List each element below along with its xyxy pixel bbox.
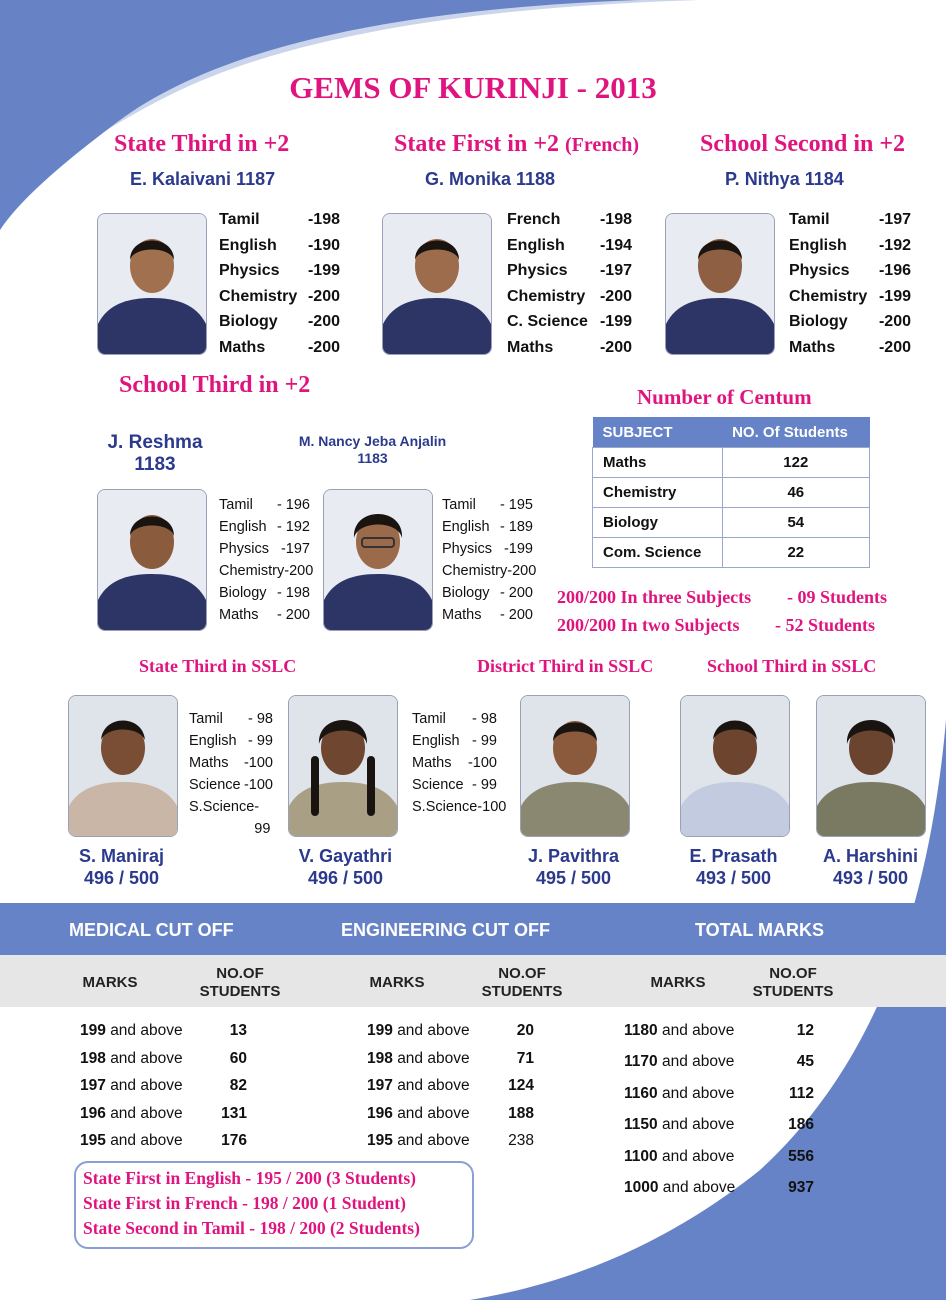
stat-value: - 09 Students — [787, 587, 888, 607]
subject-mark: -100 — [467, 755, 497, 771]
stat-line: 200/200 In two Subjects — [557, 615, 740, 635]
sslc-student: A. Harshini 493 / 500 — [822, 846, 919, 888]
student-count: 82 — [229, 1077, 247, 1094]
threshold-value: 1170 — [624, 1053, 658, 1071]
mark-row — [507, 233, 632, 259]
col-marks: MARKS — [650, 974, 706, 991]
subject-mark: - 200 — [276, 607, 310, 623]
subject-label: Chemistry — [442, 563, 508, 579]
sslc-student: S. Maniraj 496 / 500 — [78, 846, 165, 888]
student-name: G. Monika 1188 — [425, 169, 556, 189]
cell: 22 — [722, 538, 869, 568]
mark-row — [507, 284, 632, 310]
centum-heading: Number of Centum — [637, 385, 812, 409]
student-count: 13 — [229, 1022, 247, 1039]
mark-row — [412, 774, 497, 796]
achievement-line: State First in English - 195 / 200 (3 Students) — [83, 1168, 417, 1188]
mark-row — [507, 207, 632, 233]
subject-label: Maths — [412, 755, 452, 771]
col-students: NO.OF STUDENTS — [481, 965, 563, 1000]
subject-label: Physics — [442, 541, 492, 557]
subject-mark: - 196 — [276, 497, 310, 513]
student-count: 131 — [221, 1104, 247, 1122]
threshold-value: 1150 — [624, 1116, 658, 1134]
student-count: 188 — [508, 1104, 534, 1122]
mark-row — [442, 494, 533, 516]
subject-label: S.Science — [189, 799, 255, 815]
and-above-label: and above — [397, 1049, 470, 1067]
threshold-value: 1000 — [624, 1179, 659, 1196]
marks-list — [412, 708, 507, 818]
cutoff-threshold — [367, 1077, 470, 1095]
subject-mark: -197 — [599, 262, 632, 280]
student-photo — [68, 695, 178, 837]
subject-label: Chemistry — [219, 563, 285, 579]
subject-mark: - 98 — [248, 711, 273, 727]
student-photo — [680, 695, 790, 837]
cutoff-threshold — [80, 1132, 183, 1150]
student-count: 71 — [516, 1049, 534, 1067]
subject-mark: - 192 — [276, 519, 310, 535]
subject-label: Tamil — [189, 711, 223, 727]
subject-label: Maths — [442, 607, 482, 623]
sslc-student: J. Pavithra 495 / 500 — [527, 846, 620, 888]
subject-label: English — [219, 236, 277, 254]
section-heading-school-second: School Second in +2 — [700, 131, 906, 157]
cell: 122 — [722, 448, 869, 478]
marks-list — [219, 207, 340, 361]
student-count: 60 — [229, 1049, 247, 1067]
subject-label: Science — [412, 777, 464, 793]
subject-label: English — [442, 519, 490, 535]
mark-row — [219, 516, 310, 538]
subject-mark: -197 — [280, 541, 310, 557]
subject-label: English — [219, 519, 267, 535]
cutoff-threshold — [624, 1085, 734, 1103]
subject-mark: -200 — [878, 338, 911, 356]
student-count: 45 — [796, 1053, 814, 1071]
mark-row — [507, 335, 632, 361]
student-photo — [382, 213, 492, 355]
subject-mark: -200 — [307, 287, 340, 305]
mark-row — [442, 604, 533, 626]
mark-row — [789, 233, 911, 259]
subject-label: Chemistry — [507, 287, 586, 305]
subject-label: Tamil — [442, 497, 476, 513]
subject-mark: -200 — [507, 563, 537, 579]
subject-label: Physics — [507, 262, 568, 280]
sslc-heading-school-third: School Third in SSLC — [707, 656, 877, 676]
student-photo — [97, 213, 207, 355]
subject-label: English — [507, 236, 565, 254]
mark-row — [789, 207, 911, 233]
and-above-label: and above — [110, 1132, 183, 1149]
mark-row — [789, 258, 911, 284]
student-name: E. Kalaivani 1187 — [130, 169, 276, 189]
subject-mark: -190 — [307, 236, 340, 254]
col-subject: SUBJECT — [593, 417, 723, 448]
subject-mark: -199 — [599, 313, 632, 331]
threshold-value: 196 — [367, 1104, 393, 1122]
col-marks: MARKS — [369, 974, 425, 991]
table-header-row — [593, 417, 870, 448]
student-count: 124 — [508, 1077, 534, 1094]
page-title: GEMS OF KURINJI - 2013 — [289, 70, 657, 105]
cutoff-threshold — [80, 1050, 183, 1068]
mark-row — [189, 752, 273, 774]
student-photo — [97, 489, 207, 631]
mark-row — [507, 258, 632, 284]
subject-label: Science — [189, 777, 241, 793]
subject-mark: -198 — [307, 211, 340, 228]
subject-label: Chemistry — [219, 287, 298, 305]
subject-mark: -200 — [878, 313, 911, 331]
sslc-heading-state-third: State Third in SSLC — [139, 656, 297, 676]
cell: Biology — [593, 508, 723, 538]
mark-row — [219, 560, 314, 582]
total-marks-header: TOTAL MARKS — [695, 920, 824, 940]
threshold-value: 197 — [367, 1077, 393, 1094]
stat-line: 200/200 In three Subjects — [557, 587, 752, 607]
col-marks: MARKS — [82, 974, 138, 991]
subject-mark: - 99 — [254, 799, 271, 837]
cell: Chemistry — [593, 478, 723, 508]
threshold-value: 1160 — [624, 1084, 658, 1102]
threshold-value: 196 — [80, 1104, 106, 1122]
and-above-label: and above — [110, 1022, 183, 1039]
mark-row — [189, 708, 273, 730]
mark-row — [189, 730, 273, 752]
student-count: 556 — [788, 1147, 814, 1165]
and-above-label: and above — [397, 1022, 470, 1039]
subject-mark: - 189 — [499, 519, 533, 535]
and-above-label: and above — [662, 1179, 736, 1196]
student-count: 176 — [221, 1132, 247, 1149]
marks-list — [789, 207, 911, 361]
mark-row — [412, 708, 497, 730]
section-heading-state-first: State First in +2 (French) — [394, 131, 640, 157]
and-above-label: and above — [397, 1104, 470, 1122]
subject-mark: -100 — [243, 777, 273, 793]
mark-row — [189, 774, 273, 796]
cutoff-threshold — [624, 1148, 734, 1166]
student-photo — [816, 695, 926, 837]
and-above-label: and above — [397, 1132, 470, 1149]
student-photo — [288, 695, 398, 837]
subject-label: Tamil — [219, 497, 253, 513]
and-above-label: and above — [110, 1077, 183, 1094]
subject-mark: -200 — [599, 338, 632, 356]
subject-mark: -196 — [878, 262, 911, 280]
stat-value: - 52 Students — [775, 615, 876, 635]
threshold-value: 198 — [367, 1049, 393, 1067]
student-count: 112 — [788, 1084, 814, 1102]
threshold-value: 1180 — [624, 1022, 658, 1039]
threshold-value: 1100 — [624, 1147, 658, 1165]
threshold-value: 197 — [80, 1077, 106, 1094]
student-photo — [323, 489, 433, 631]
mark-row — [219, 258, 340, 284]
subject-mark: -197 — [878, 211, 911, 228]
mark-row — [219, 207, 340, 233]
engineering-cutoff-header: ENGINEERING CUT OFF — [341, 920, 551, 940]
subject-mark: - 98 — [472, 711, 497, 727]
subject-label: Biology — [219, 585, 267, 601]
cutoff-threshold — [624, 1116, 734, 1134]
cutoff-threshold — [367, 1050, 470, 1068]
subject-label: Biology — [219, 313, 278, 331]
mark-row — [442, 560, 537, 582]
and-above-label: and above — [110, 1049, 183, 1067]
marks-list — [189, 708, 273, 837]
student-count: 238 — [508, 1132, 534, 1149]
cutoff-threshold — [624, 1053, 734, 1071]
cutoff-threshold — [80, 1105, 183, 1123]
sslc-student: V. Gayathri 496 / 500 — [298, 846, 393, 888]
sslc-heading-district-third: District Third in SSLC — [477, 656, 654, 676]
mark-row — [219, 284, 340, 310]
subject-label: C. Science — [507, 313, 588, 331]
subject-mark: - 99 — [472, 777, 497, 793]
cell: 54 — [722, 508, 869, 538]
cutoff-threshold — [80, 1077, 183, 1095]
subject-mark: - 99 — [472, 733, 497, 749]
sslc-student: E. Prasath 493 / 500 — [689, 846, 778, 888]
subject-mark: -200 — [307, 338, 340, 356]
mark-row — [789, 284, 911, 310]
table-row — [593, 478, 870, 508]
threshold-value: 198 — [80, 1049, 106, 1067]
mark-row — [789, 309, 911, 335]
student-name: P. Nithya 1184 — [725, 169, 844, 189]
and-above-label: and above — [661, 1022, 735, 1039]
subject-label: French — [507, 211, 561, 228]
subject-label: Maths — [189, 755, 229, 771]
table-row — [593, 538, 870, 568]
student-count: 937 — [788, 1179, 814, 1196]
student-photo — [520, 695, 630, 837]
and-above-label: and above — [661, 1084, 735, 1102]
table-row — [593, 448, 870, 478]
student-count: 186 — [788, 1116, 814, 1134]
subject-mark: -200 — [599, 287, 632, 305]
mark-row — [219, 604, 310, 626]
subject-label: English — [412, 733, 460, 749]
section-heading-state-third: State Third in +2 — [114, 131, 290, 157]
mark-row — [219, 335, 340, 361]
subject-label: Tamil — [412, 711, 446, 727]
marks-list — [219, 494, 314, 626]
threshold-value: 195 — [80, 1132, 106, 1149]
subject-mark: -194 — [599, 236, 632, 254]
col-students: NO. Of Students — [722, 417, 869, 448]
subject-mark: - 195 — [499, 497, 533, 513]
student-name-reshma: J. Reshma 1183 — [107, 432, 203, 475]
subject-mark: - 198 — [276, 585, 310, 601]
threshold-value: 199 — [80, 1022, 106, 1039]
mark-row — [442, 582, 533, 604]
subject-mark: - 99 — [248, 733, 273, 749]
subject-label: Biology — [442, 585, 490, 601]
cell: Maths — [593, 448, 723, 478]
and-above-label: and above — [661, 1053, 735, 1071]
mark-row — [219, 494, 310, 516]
subject-label: S.Science — [412, 799, 478, 815]
subject-mark: -198 — [599, 211, 632, 228]
marks-list — [442, 494, 537, 626]
mark-row — [442, 516, 533, 538]
achievement-line: State Second in Tamil - 198 / 200 (2 Students) — [83, 1218, 420, 1238]
and-above-label: and above — [661, 1116, 735, 1134]
mark-row — [219, 233, 340, 259]
subject-mark: -199 — [878, 287, 911, 305]
subject-label: Maths — [219, 607, 259, 623]
student-name-nancy: M. Nancy Jeba Anjalin 1183 — [298, 433, 447, 466]
threshold-value: 199 — [367, 1022, 393, 1039]
mark-row — [219, 309, 340, 335]
cutoff-threshold — [367, 1132, 470, 1150]
cell: 46 — [722, 478, 869, 508]
cutoff-threshold — [624, 1022, 734, 1040]
subject-mark: - 200 — [499, 585, 533, 601]
and-above-label: and above — [110, 1104, 183, 1122]
mark-row — [412, 796, 507, 818]
cutoff-threshold — [367, 1105, 470, 1123]
subject-label: Tamil — [789, 211, 830, 228]
subject-mark: -200 — [307, 313, 340, 331]
table-row — [593, 508, 870, 538]
student-photo — [665, 213, 775, 355]
mark-row — [789, 335, 911, 361]
subject-mark: -199 — [307, 262, 340, 280]
subject-label: Maths — [507, 338, 554, 356]
student-count: 12 — [796, 1022, 814, 1039]
subject-label: English — [189, 733, 237, 749]
subject-mark: - 200 — [499, 607, 533, 623]
mark-row — [507, 309, 632, 335]
subject-label: Maths — [789, 338, 836, 356]
section-heading-school-third: School Third in +2 — [119, 372, 311, 398]
subject-label: Physics — [219, 262, 280, 280]
subject-label: English — [789, 236, 847, 254]
achievement-line: State First in French - 198 / 200 (1 Student) — [83, 1193, 406, 1213]
cutoff-threshold — [367, 1022, 470, 1040]
subject-label: Physics — [789, 262, 850, 280]
subject-mark: -200 — [284, 563, 314, 579]
and-above-label: and above — [397, 1077, 470, 1094]
mark-row — [412, 730, 497, 752]
subject-mark: -100 — [477, 799, 507, 815]
mark-row — [219, 538, 310, 560]
centum-table — [592, 417, 870, 568]
mark-row — [219, 582, 310, 604]
mark-row — [442, 538, 533, 560]
subject-mark: -199 — [503, 541, 533, 557]
subject-label: Maths — [219, 338, 266, 356]
col-students: NO.OF STUDENTS — [199, 965, 281, 1000]
cell: Com. Science — [593, 538, 723, 568]
subject-mark: -192 — [878, 236, 911, 254]
subject-label: Chemistry — [789, 287, 868, 305]
subject-label: Biology — [789, 313, 848, 331]
mark-row — [189, 796, 273, 837]
marks-list — [507, 207, 632, 361]
cutoff-threshold — [80, 1022, 183, 1040]
medical-cutoff-header: MEDICAL CUT OFF — [69, 920, 234, 940]
subject-label: Tamil — [219, 211, 260, 228]
threshold-value: 195 — [367, 1132, 393, 1149]
subject-mark: -100 — [243, 755, 273, 771]
subject-label: Physics — [219, 541, 269, 557]
col-students: NO.OF STUDENTS — [752, 965, 834, 1000]
cutoff-threshold — [624, 1179, 735, 1197]
mark-row — [412, 752, 497, 774]
and-above-label: and above — [661, 1147, 735, 1165]
student-count: 20 — [516, 1022, 534, 1039]
